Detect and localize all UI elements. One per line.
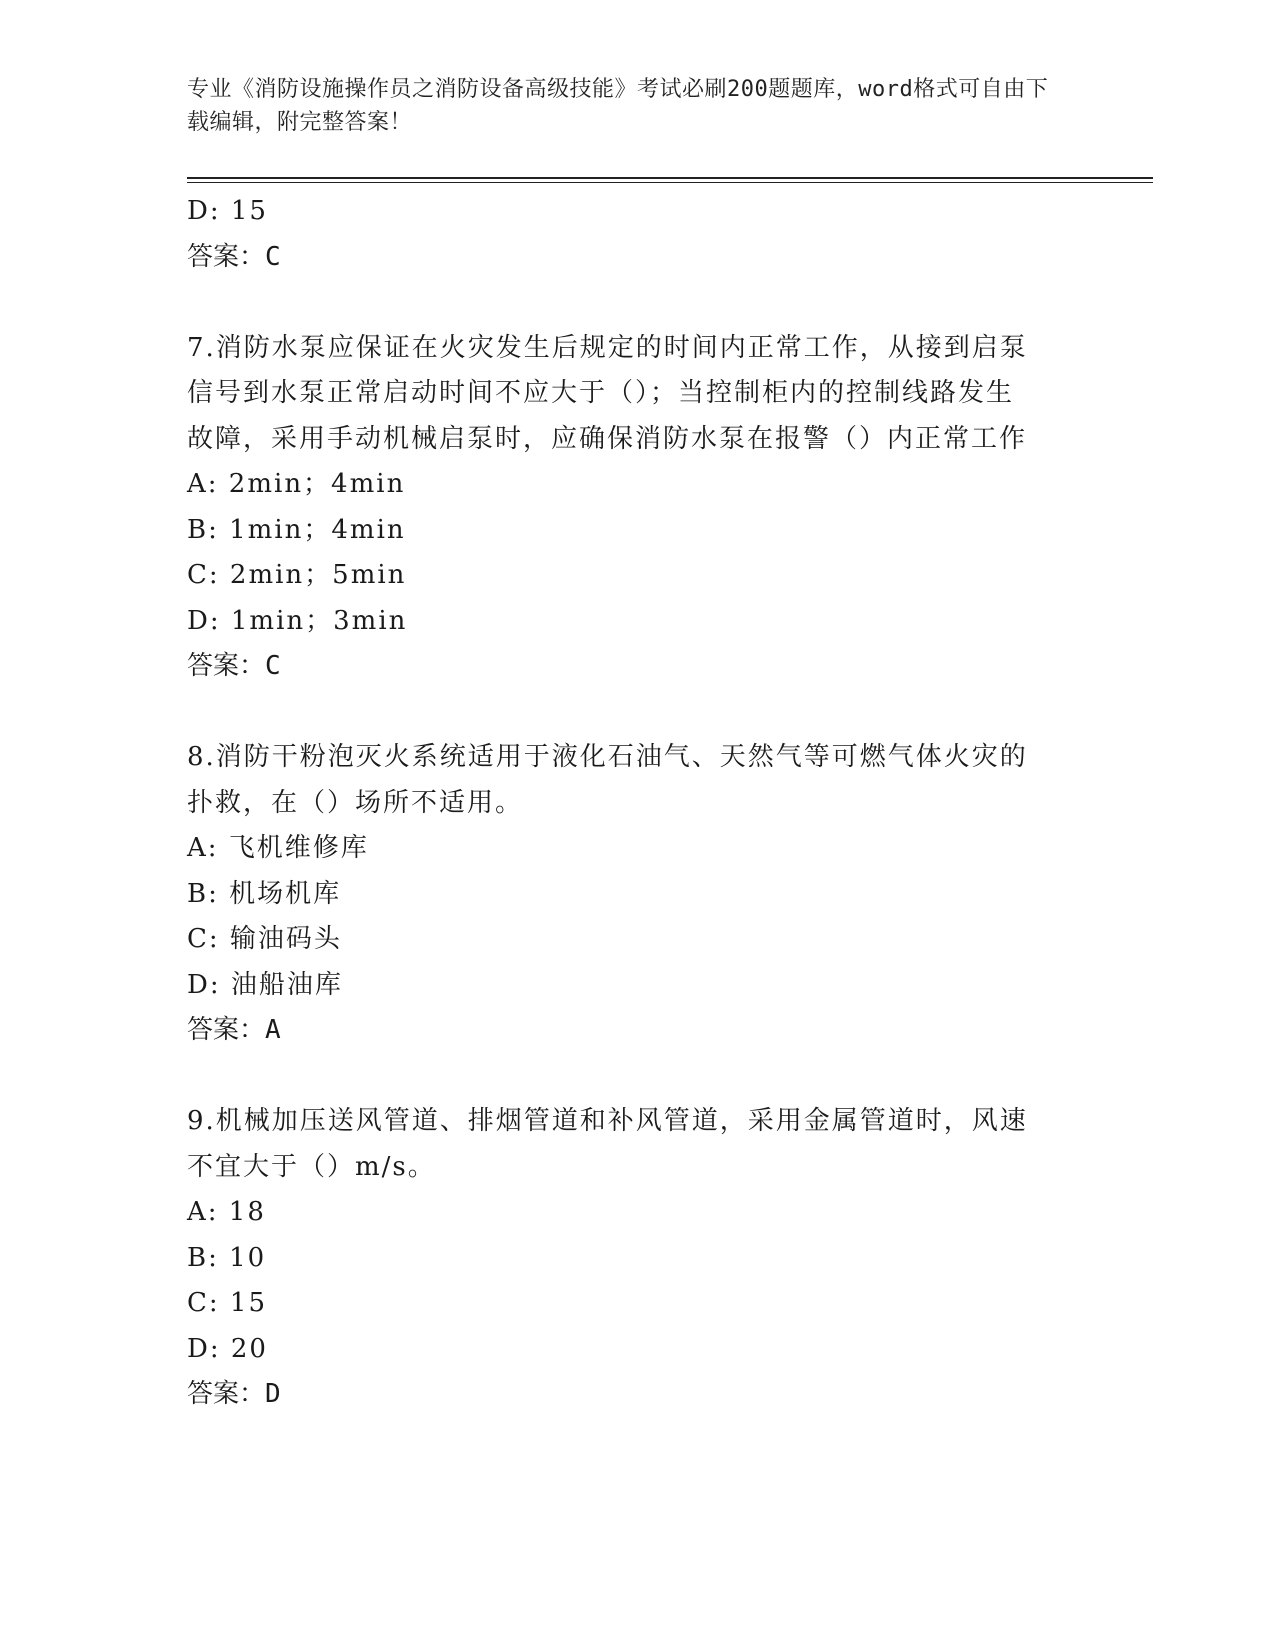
answer-line: 答案：C <box>187 651 281 681</box>
option-a: A: 飞机维修库 <box>187 833 369 863</box>
question-block-7 <box>187 326 1067 690</box>
question-block-8 <box>187 735 1067 1054</box>
spacer <box>187 690 1067 736</box>
option-d: D: 1min；3min <box>187 605 408 636</box>
question-stem-line: 扑救，在（）场所不适用。 <box>187 787 524 818</box>
option-d: D: 20 <box>187 1333 268 1364</box>
answer-line: 答案：C <box>187 241 281 272</box>
option-c: C: 2min；5min <box>187 560 407 590</box>
question-stem-line: 8.消防干粉泡灭火系统适用于液化石油气、天然气等可燃气体火灾的 <box>187 742 1028 772</box>
option-c: C: 输油码头 <box>187 924 342 954</box>
question-stem-line: 9.机械加压送风管道、排烟管道和补风管道，采用金属管道时，风速 <box>187 1106 1028 1136</box>
document-header: 专业《消防设施操作员之消防设备高级技能》考试必刷200题题库，word格式可自由下载编辑，附完整答案！ <box>187 77 1049 135</box>
option-c: C: 15 <box>187 1288 268 1318</box>
question-stem-line: 信号到水泵正常启动时间不应大于（）；当控制柜内的控制线路发生 <box>187 378 1015 408</box>
answer-line: 答案：A <box>187 1015 281 1045</box>
spacer <box>187 280 1067 326</box>
question-stem-line: 不宜大于（）m/s。 <box>187 1151 436 1182</box>
document-body <box>187 189 1067 1418</box>
option-a: A: 18 <box>187 1197 266 1227</box>
option-a: A: 2min；4min <box>187 469 406 499</box>
header-divider <box>187 177 1153 183</box>
question-block-9 <box>187 1099 1067 1418</box>
option-d: D: 油船油库 <box>187 969 343 1000</box>
answer-line: 答案：D <box>187 1379 281 1409</box>
option-b: B: 1min；4min <box>187 514 406 545</box>
question-stem-line: 7.消防水泵应保证在火灾发生后规定的时间内正常工作，从接到启泵 <box>187 332 1028 363</box>
option-b: B: 10 <box>187 1242 267 1273</box>
spacer <box>187 1054 1067 1100</box>
option-b: B: 机场机库 <box>187 878 342 909</box>
question-stem-line: 故障，采用手动机械启泵时，应确保消防水泵在报警（）内正常工作 <box>187 423 1028 454</box>
option-d: D: 15 <box>187 196 268 226</box>
